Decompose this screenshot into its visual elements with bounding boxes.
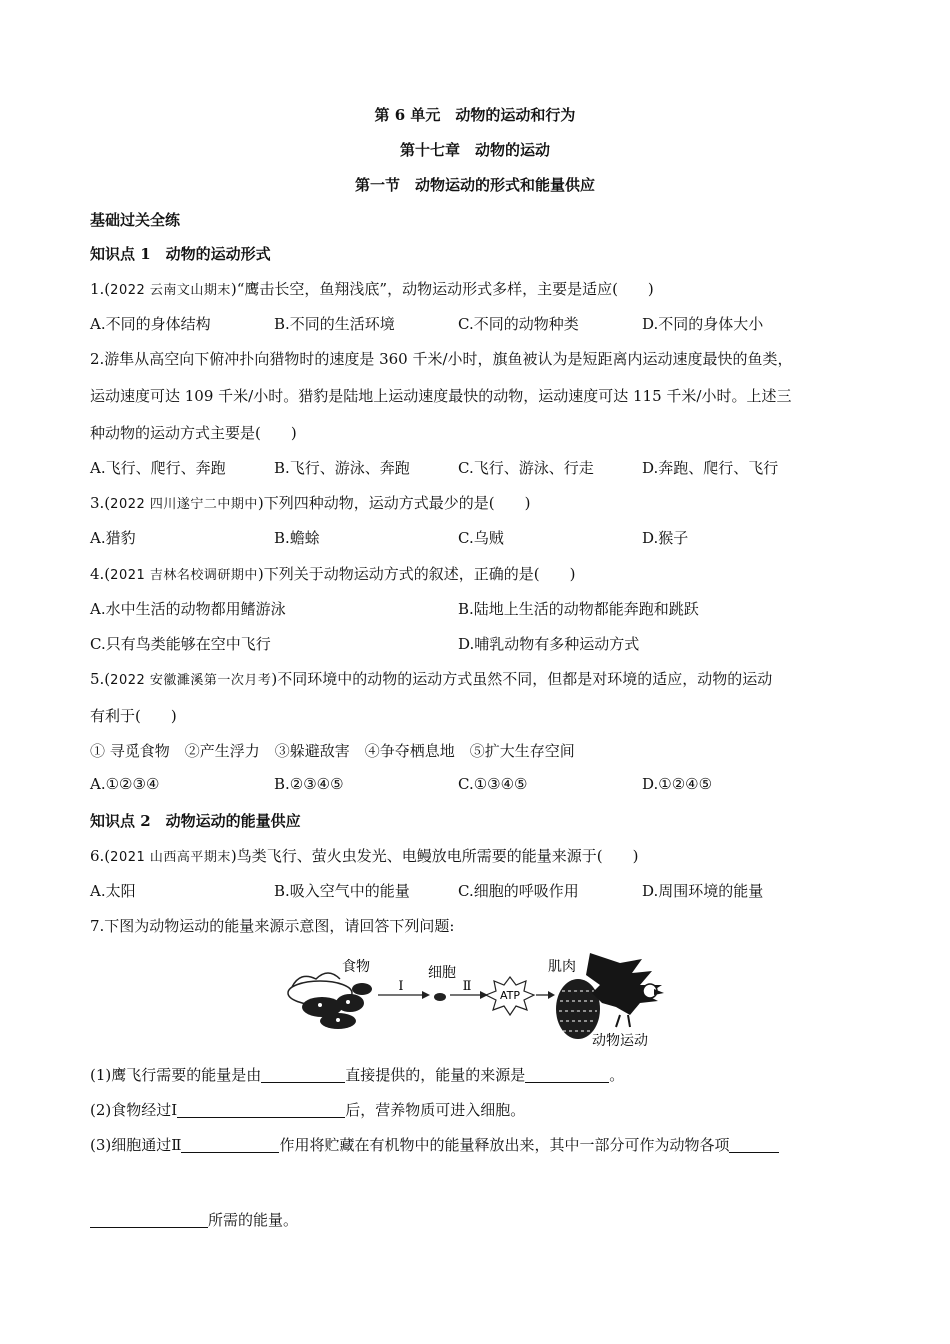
energy-diagram-svg	[280, 945, 670, 1050]
option-c[interactable]: C.飞行、游泳、行走	[458, 459, 594, 477]
knowledge-point-2: 知识点 2 动物运动的能量供应	[90, 812, 301, 830]
option-d[interactable]: D.猴子	[642, 529, 689, 547]
part-1-text-b: 直接提供的，能量的来源是	[345, 1066, 526, 1084]
option-d[interactable]: D.哺乳动物有多种运动方式	[458, 635, 640, 653]
question-5-line-2: 有利于( )	[90, 707, 177, 725]
motion-label: 动物运动	[592, 1033, 648, 1049]
arrow-3-head	[548, 991, 555, 999]
option-b[interactable]: B.飞行、游泳、奔跑	[274, 459, 410, 477]
option-a[interactable]: A.①②③④	[90, 775, 160, 793]
option-c[interactable]: C.细胞的呼吸作用	[458, 882, 579, 900]
q5-source: 2022 安徽濉溪第一次月考	[110, 673, 272, 688]
part-2-blank[interactable]	[177, 1101, 345, 1118]
part-1-text-a: (1)鹰飞行需要的能量是由	[90, 1066, 262, 1084]
option-a[interactable]: A.不同的身体结构	[90, 315, 211, 333]
part-1-blank-1[interactable]	[261, 1066, 345, 1083]
question-6-stem	[90, 845, 638, 866]
q1-num: 1.(	[90, 280, 111, 298]
step-2-label: Ⅱ	[462, 979, 472, 994]
part-1-text-c: 。	[609, 1066, 625, 1084]
option-a[interactable]: A.猎豹	[90, 529, 136, 547]
q4-num: 4.(	[90, 565, 111, 583]
option-d[interactable]: D.不同的身体大小	[642, 315, 764, 333]
part-3-blank-1[interactable]	[181, 1136, 279, 1153]
question-2-line-1: 2.游隼从高空向下俯冲扑向猎物时的速度是 360 千米/小时，旗鱼被认为是短距离内运动速度最快的鱼类，	[90, 350, 793, 368]
chapter-title: 第十七章 动物的运动	[399, 141, 550, 159]
option-c[interactable]: C.①③④⑤	[458, 775, 528, 793]
question-5-stem	[90, 668, 772, 689]
part-3-blank-2b[interactable]	[90, 1211, 208, 1228]
q5-text: )不同环境中的动物的运动方式虽然不同，但都是对环境的适应，动物的运动	[271, 670, 773, 688]
q4-source: 2021 吉林名校调研期中	[110, 568, 258, 583]
option-b[interactable]: B.蟾蜍	[274, 529, 320, 547]
food-label: 食物	[342, 959, 370, 975]
question-7-part-2	[90, 1099, 525, 1120]
option-a[interactable]: A.飞行、爬行、奔跑	[90, 459, 226, 477]
part-1-blank-2[interactable]	[525, 1066, 609, 1083]
muscle-label: 肌肉	[548, 959, 576, 975]
q1-source: 2022 云南文山期末	[110, 283, 231, 298]
section-title: 第一节 动物运动的形式和能量供应	[354, 176, 595, 194]
question-5-items: ① 寻觅食物 ②产生浮力 ③躲避敌害 ④争夺栖息地 ⑤扩大生存空间	[90, 742, 575, 760]
energy-source-diagram	[280, 945, 670, 1050]
q3-num: 3.(	[90, 494, 111, 512]
option-c[interactable]: C.只有鸟类能够在空中飞行	[90, 635, 271, 653]
q1-text: )“鹰击长空，鱼翔浅底”，动物运动形式多样，主要是适应( )	[230, 280, 654, 298]
q6-text: )鸟类飞行、萤火虫发光、电鳗放电所需要的能量来源于( )	[230, 847, 639, 865]
option-b[interactable]: B.吸入空气中的能量	[274, 882, 410, 900]
question-7-part-3-cont	[90, 1209, 298, 1230]
question-1-stem	[90, 278, 654, 299]
muscle-illustration	[556, 979, 600, 1039]
question-7-part-3	[90, 1134, 779, 1155]
option-c[interactable]: C.不同的动物种类	[458, 315, 579, 333]
knowledge-point-1: 知识点 1 动物的运动形式	[90, 245, 271, 263]
question-4-stem	[90, 563, 575, 584]
question-7-part-1	[90, 1064, 624, 1085]
option-d[interactable]: D.奔跑、爬行、飞行	[642, 459, 779, 477]
part-3-blank-2a[interactable]	[729, 1136, 779, 1153]
part-2-text-a: (2)食物经过Ⅰ	[90, 1101, 178, 1119]
option-d[interactable]: D.周围环境的能量	[642, 882, 764, 900]
option-b[interactable]: B.②③④⑤	[274, 775, 344, 793]
q5-num: 5.(	[90, 670, 111, 688]
option-a[interactable]: A.水中生活的动物都用鳍游泳	[90, 600, 286, 618]
question-3-stem	[90, 492, 530, 513]
food-illustration	[288, 973, 372, 1029]
question-2-line-3: 种动物的运动方式主要是( )	[90, 424, 297, 442]
cell-label: 细胞	[428, 965, 456, 981]
option-a[interactable]: A.太阳	[90, 882, 136, 900]
arrow-1-head	[422, 991, 430, 999]
question-7-stem: 7.下图为动物运动的能量来源示意图，请回答下列问题:	[90, 917, 455, 935]
q6-num: 6.(	[90, 847, 111, 865]
part-2-text-b: 后，营养物质可进入细胞。	[345, 1101, 526, 1119]
part-3-text-b: 作用将贮藏在有机物中的能量释放出来，其中一部分可作为动物各项	[279, 1136, 730, 1154]
option-b[interactable]: B.不同的生活环境	[274, 315, 395, 333]
q3-text: )下列四种动物，运动方式最少的是( )	[257, 494, 531, 512]
q3-source: 2022 四川遂宁二中期中	[110, 497, 258, 512]
q6-source: 2021 山西高平期末	[110, 850, 231, 865]
practice-title: 基础过关全练	[90, 211, 181, 229]
step-1-label: Ⅰ	[398, 979, 404, 994]
option-d[interactable]: D.①②④⑤	[642, 775, 713, 793]
atp-label: ATP	[499, 989, 521, 1002]
option-b[interactable]: B.陆地上生活的动物都能奔跑和跳跃	[458, 600, 699, 618]
option-c[interactable]: C.乌贼	[458, 529, 504, 547]
cell-icon	[434, 993, 446, 1001]
part-3-text-c: 所需的能量。	[208, 1211, 299, 1229]
unit-title: 第 6 单元 动物的运动和行为	[374, 106, 576, 124]
question-2-line-2: 运动速度可达 109 千米/小时。猎豹是陆地上运动速度最快的动物，运动速度可达 115 千米/小时。上述三	[90, 387, 792, 405]
q4-text: )下列关于动物运动方式的叙述，正确的是( )	[257, 565, 576, 583]
part-3-text-a: (3)细胞通过Ⅱ	[90, 1136, 182, 1154]
